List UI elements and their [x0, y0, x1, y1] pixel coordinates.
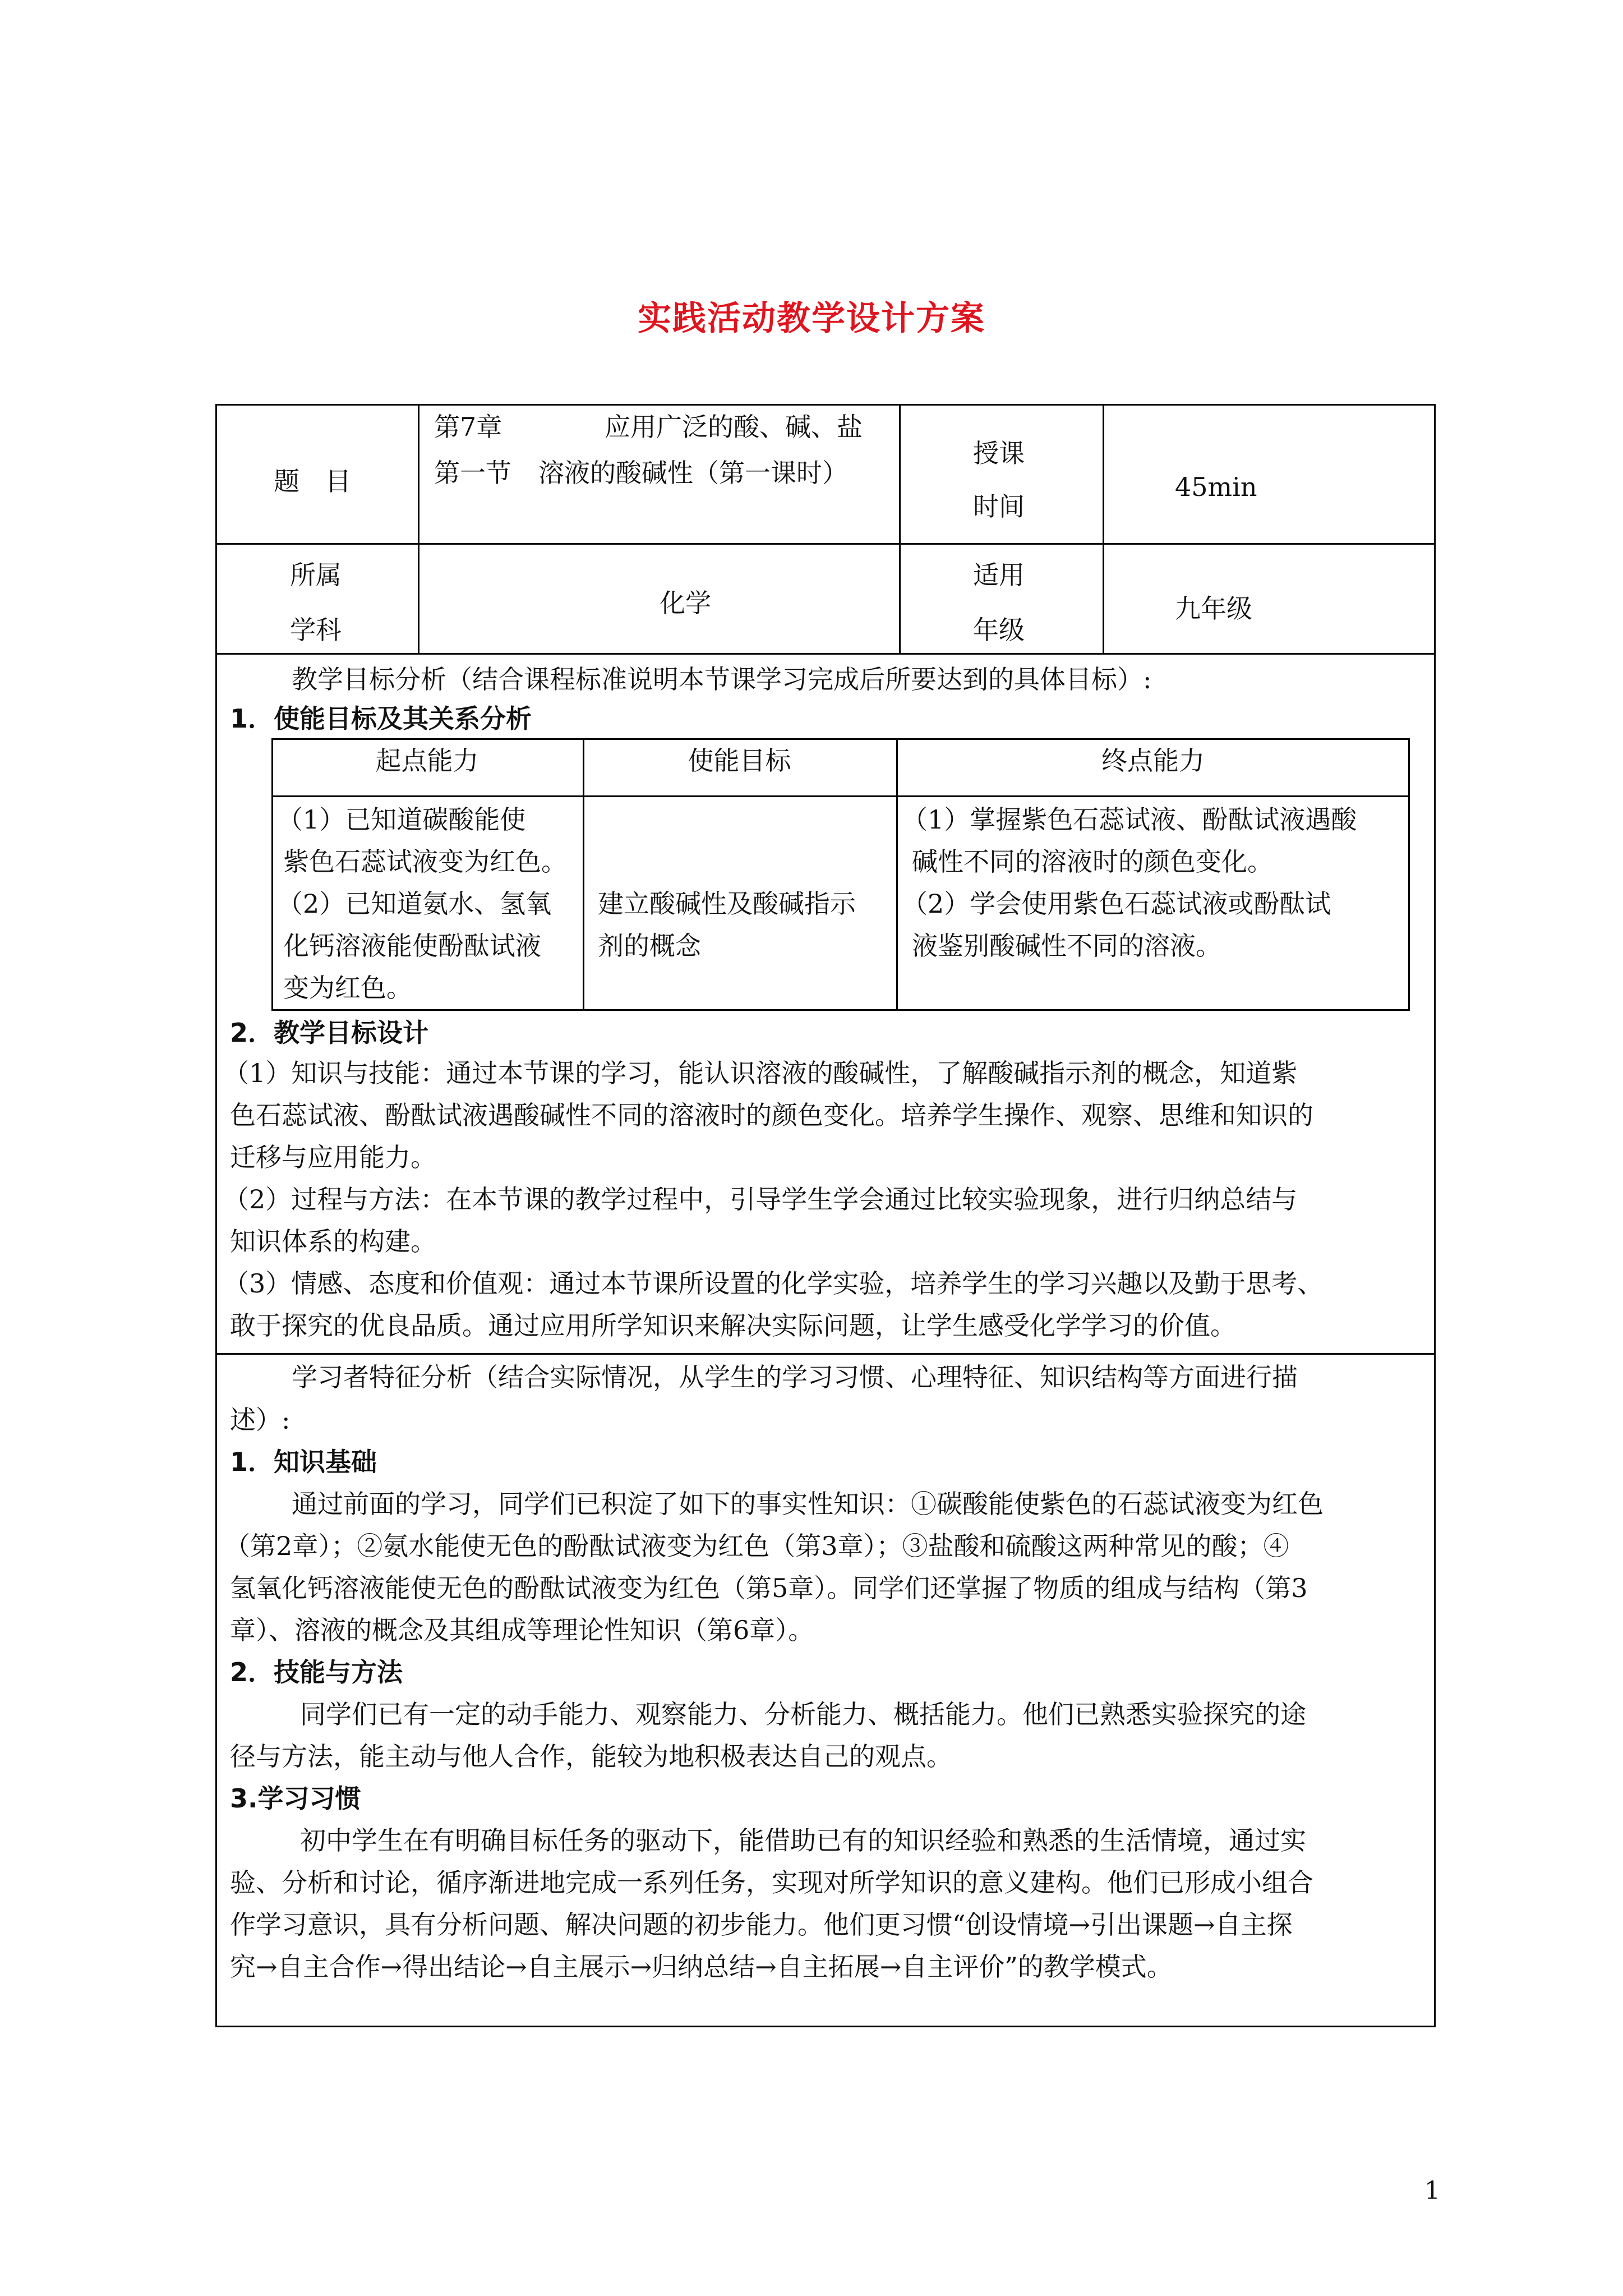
goal-line: 迁移与应用能力。 [230, 1142, 436, 1172]
header-enabling-goal: 使能目标 [688, 746, 791, 776]
col-divider-1 [418, 404, 419, 654]
end-ability-line: 液鉴别酸碱性不同的溶液。 [912, 931, 1221, 961]
row-divider-2 [215, 653, 1436, 655]
start-ability-line: 变为红色。 [283, 973, 412, 1003]
subject-label-2: 学科 [290, 615, 342, 645]
row-divider-1 [215, 543, 1436, 545]
inner-col-divider-1 [583, 738, 584, 1011]
inner-header-divider [271, 795, 1410, 797]
start-ability-line: 化钙溶液能使酚酞试液 [283, 931, 541, 961]
habits-line: 初中学生在有明确目标任务的驱动下，能借助已有的知识经验和熟悉的生活情境，通过实 [300, 1825, 1306, 1856]
start-ability-line: （1）已知道碳酸能使 [277, 804, 526, 835]
topic-label: 题 目 [274, 466, 351, 496]
topic-chapter: 第7章 [434, 412, 502, 442]
skills-line: 径与方法，能主动与他人合作，能较为地积极表达自己的观点。 [230, 1741, 952, 1772]
enabling-goal-line: 建立酸碱性及酸碱指示 [598, 889, 856, 919]
goal-line: （3）情感、态度和价值观：通过本节课所设置的化学实验，培养学生的学习兴趣以及勤于思考、 [223, 1268, 1324, 1299]
enabling-goal-line: 剂的概念 [598, 931, 701, 961]
goal-line: （2）过程与方法：在本节课的教学过程中，引导学生学会通过比较实验现象，进行归纳总结与 [223, 1184, 1298, 1214]
start-ability-line: 紫色石蕊试液变为红色。 [283, 846, 567, 877]
knowledge-line: 氢氧化钙溶液能使无色的酚酞试液变为红色（第5章）。同学们还掌握了物质的组成与结构（第3 [230, 1573, 1308, 1603]
document-title: 实践活动教学设计方案 [638, 299, 985, 338]
time-value: 45min [1175, 472, 1257, 502]
goal-line: 色石蕊试液、酚酞试液遇酸碱性不同的溶液时的颜色变化。培养学生操作、观察、思维和知识的 [230, 1100, 1313, 1130]
knowledge-line: 章）、溶液的概念及其组成等理论性知识（第6章）。 [230, 1615, 814, 1645]
goal-line: （1）知识与技能：通过本节课的学习，能认识溶液的酸碱性，了解酸碱指示剂的概念，知道紫 [223, 1058, 1298, 1088]
section-title-enabling-goals: 1．使能目标及其关系分析 [230, 703, 532, 734]
topic-chapter-title: 应用广泛的酸、碱、盐 [605, 412, 863, 442]
knowledge-line: （第2章）；②氨水能使无色的酚酞试液变为红色（第3章）；③盐酸和硫酸这两种常见的酸；④ [224, 1531, 1289, 1561]
habits-line: 作学习意识，具有分析问题、解决问题的初步能力。他们更习惯“创设情境→引出课题→自主探 [230, 1910, 1293, 1940]
habits-line: 究→自主合作→得出结论→自主展示→归纳总结→自主拓展→自主评价”的教学模式。 [230, 1952, 1173, 1982]
start-ability-line: （2）已知道氨水、氢氧 [277, 889, 552, 919]
goal-line: 敢于探究的优良品质。通过应用所学知识来解决实际问题，让学生感受化学学习的价值。 [230, 1310, 1236, 1341]
topic-section: 第一节 [434, 458, 511, 488]
objectives-intro: 教学目标分析（结合课程标准说明本节课学习完成后所要达到的具体目标）: [292, 664, 1152, 694]
grade-label-2: 年级 [973, 615, 1025, 645]
grade-value: 九年级 [1175, 593, 1252, 624]
col-divider-3 [1103, 404, 1104, 654]
end-ability-line: 碱性不同的溶液时的颜色变化。 [912, 846, 1273, 877]
section-title-learning-habits: 3.学习习惯 [230, 1783, 361, 1814]
end-ability-line: （2）学会使用紫色石蕊试液或酚酞试 [902, 889, 1331, 919]
goal-line: 知识体系的构建。 [230, 1226, 436, 1257]
subject-value: 化学 [660, 588, 711, 618]
habits-line: 验、分析和讨论，循序渐进地完成一系列任务，实现对所学知识的意义建构。他们已形成小组合 [230, 1867, 1313, 1898]
section-title-skills-methods: 2．技能与方法 [230, 1657, 403, 1687]
grade-label-1: 适用 [973, 560, 1025, 590]
header-start-ability: 起点能力 [375, 746, 479, 776]
time-label-1: 授课 [973, 438, 1025, 468]
section-title-knowledge-basis: 1．知识基础 [230, 1447, 377, 1477]
end-ability-line: （1）掌握紫色石蕊试液、酚酞试液遇酸 [902, 804, 1357, 835]
topic-section-title: 溶液的酸碱性（第一课时） [538, 458, 848, 488]
header-end-ability: 终点能力 [1101, 746, 1205, 776]
subject-label-1: 所属 [290, 560, 342, 590]
inner-col-divider-2 [896, 738, 898, 1011]
lesson-plan-table [215, 404, 1436, 2027]
learners-intro-line: 述）: [230, 1405, 291, 1435]
col-divider-2 [899, 404, 901, 654]
learners-intro-line: 学习者特征分析（结合实际情况，从学生的学习习惯、心理特征、知识结构等方面进行描 [292, 1362, 1298, 1392]
section-title-goal-design: 2．教学目标设计 [230, 1018, 429, 1048]
page-number: 1 [1424, 2177, 1440, 2205]
time-label-2: 时间 [973, 491, 1025, 522]
knowledge-line: 通过前面的学习，同学们已积淀了如下的事实性知识：①碳酸能使紫色的石蕊试液变为红色 [292, 1489, 1324, 1519]
skills-line: 同学们已有一定的动手能力、观察能力、分析能力、概括能力。他们已熟悉实验探究的途 [300, 1699, 1306, 1729]
row-divider-3 [215, 1353, 1436, 1355]
